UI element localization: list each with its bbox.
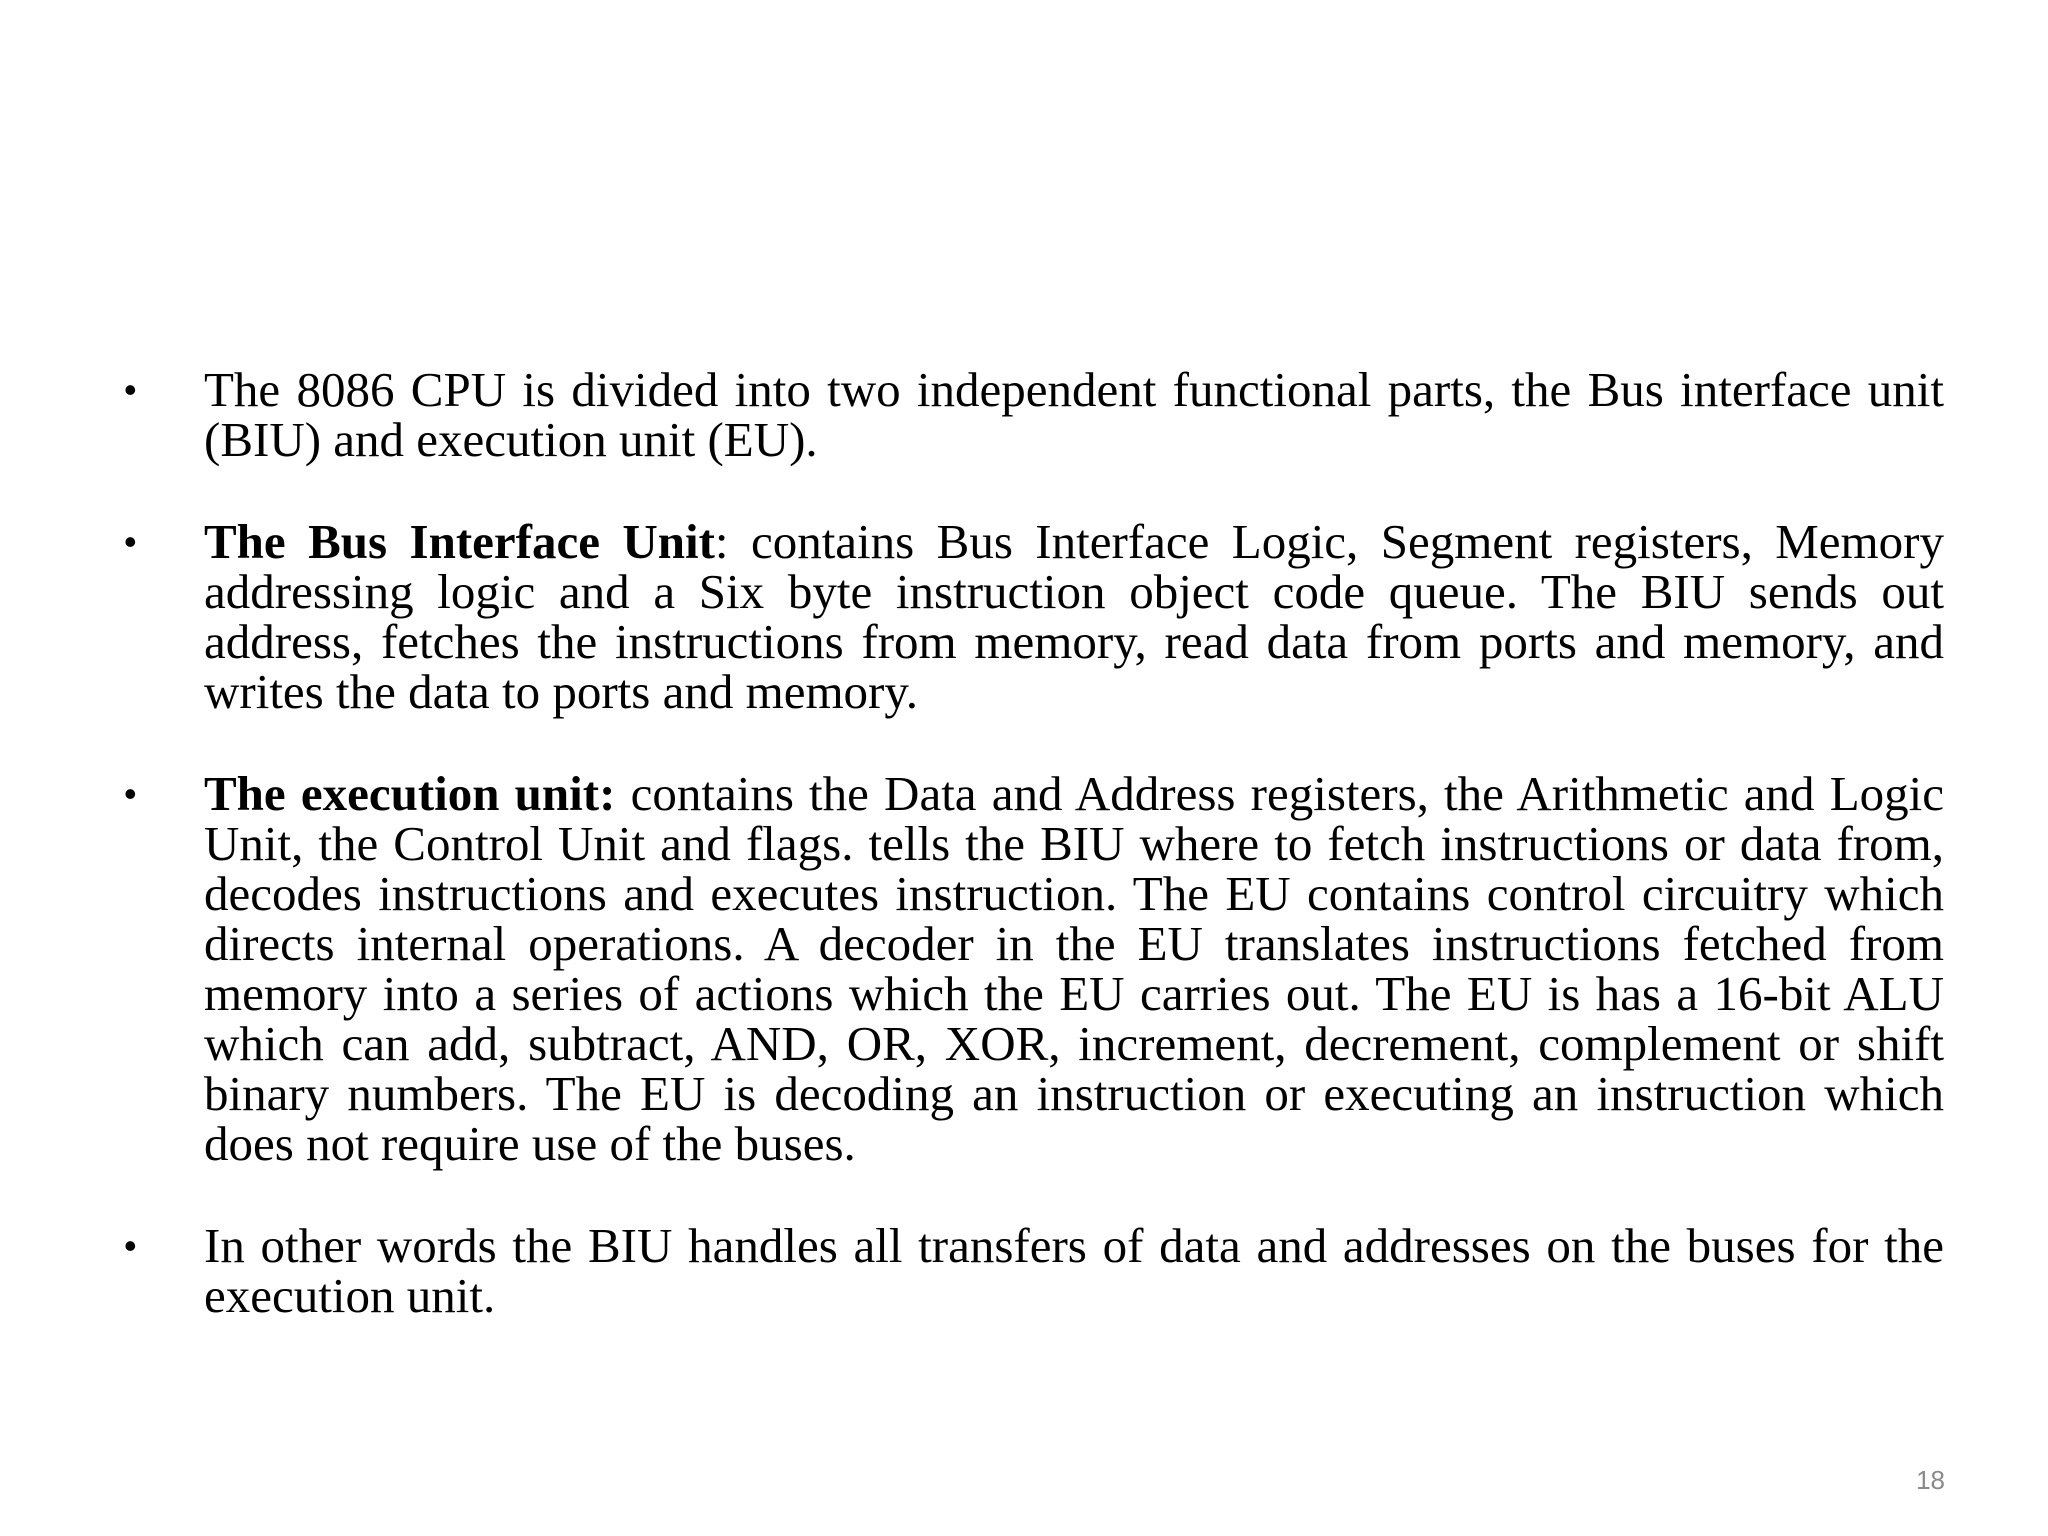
bullet-item-execution-unit	[124, 766, 1944, 1171]
bullet-text: : contains Bus Interface Logic, Segment registers, Memory addressing logic and a Six byte instruction object code queue. The BIU sends out address, fetches the instructions from memory, read data from ports and memory, and writes the data to ports and memory.	[204, 514, 1944, 719]
bullet-item-summary	[124, 1218, 1944, 1323]
bullet-marker: •	[124, 773, 137, 814]
bullet-marker: •	[124, 521, 137, 562]
bullet-item-cpu-parts	[124, 362, 1944, 467]
bullet-item-bus-interface-unit	[124, 514, 1944, 719]
bullet-marker: •	[124, 369, 137, 410]
bullet-list	[124, 362, 1944, 1323]
bullet-text: In other words the BIU handles all transfers of data and addresses on the buses for the execution unit.	[204, 1218, 1944, 1323]
bullet-marker: •	[124, 1225, 137, 1266]
bullet-text: contains the Data and Address registers, the Arithmetic and Logic Unit, the Control Unit and flags. tells the BIU where to fetch instructions or data from, decodes instructions and executes instruction. The EU contains control circuitry which directs internal operations. A decoder in the EU translates instructions fetched from memory into a series of actions which the EU carries out. The EU is has a 16-bit ALU which can add, subtract, AND, OR, XOR, increment, decrement, complement or shift binary numbers. The EU is decoding an instruction or executing an instruction which does not require use of the buses.	[204, 766, 1944, 1171]
bullet-lead: The Bus Interface Unit	[204, 514, 715, 569]
bullet-lead: The execution unit:	[204, 766, 616, 821]
bullet-text: The 8086 CPU is divided into two independent functional parts, the Bus interface unit (BIU) and execution unit (EU).	[204, 362, 1944, 467]
page-number: 18	[1916, 1465, 1945, 1495]
